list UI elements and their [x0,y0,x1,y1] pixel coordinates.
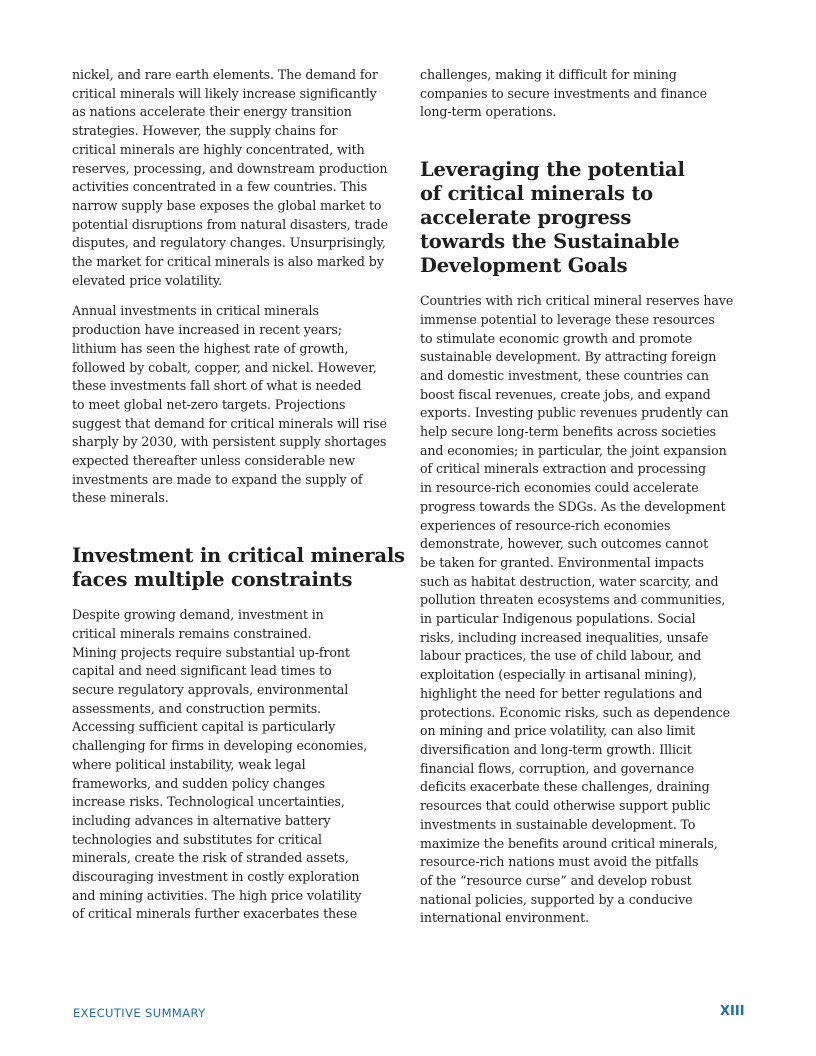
text-line: help secure long-term benefits across societies [420,424,717,440]
text-line: these investments fall short of what is needed [72,378,362,394]
text-line: long-term operations. [420,104,557,120]
text-line: progress towards the SDGs. As the development [420,498,726,514]
text-line: increase risks. Technological uncertainties, [72,794,345,810]
text-line: exploitation (especially in artisanal mining), [420,667,697,683]
text-line: on mining and price volatility, can also limit [420,723,695,739]
text-line: critical minerals are highly concentrated, with [72,141,365,157]
text-line: suggest that demand for critical minerals will rise [72,415,387,431]
text-line: of critical minerals further exacerbates these [72,906,358,922]
heading-line: accelerate progress [420,206,632,230]
page-number: XIII [720,1004,745,1019]
text-line: boost fiscal revenues, create jobs, and expand [420,386,711,402]
heading-line: Investment in critical minerals [72,544,405,568]
footer-section-label: EXECUTIVE SUMMARY [73,1006,206,1020]
text-line: challenges, making it difficult for mining [420,67,677,82]
text-line: disputes, and regulatory changes. Unsurprisingly, [72,235,386,251]
heading-line: Leveraging the potential [420,158,685,182]
text-line: secure regulatory approvals, environmental [72,681,349,697]
text-line: in resource-rich economies could accelerate [420,480,699,496]
text-line: and mining activities. The high price volatility [72,887,362,903]
text-line: be taken for granted. Environmental impacts [420,554,704,570]
body-paragraph [420,292,750,928]
text-line: sharply by 2030, with persistent supply shortages [72,434,387,450]
text-line: companies to secure investments and finance [420,85,707,101]
text-line: Annual investments in critical minerals [72,303,319,319]
text-line: Countries with rich critical mineral reserves have [420,293,734,309]
text-line: lithium has seen the highest rate of growth, [72,340,349,356]
section-heading [420,158,750,278]
text-line: resource-rich nations must avoid the pitfalls [420,854,699,870]
text-line: elevated price volatility. [72,272,223,288]
text-line: to stimulate economic growth and promote [420,330,693,346]
text-line: pollution threaten ecosystems and communities, [420,592,726,608]
text-line: of critical minerals extraction and processing [420,461,706,477]
text-line: minerals, create the risk of stranded assets, [72,850,349,866]
text-line: as nations accelerate their energy transition [72,104,352,120]
text-line: Accessing sufficient capital is particularly [72,719,336,735]
text-line: these minerals. [72,490,169,506]
text-line: labour practices, the use of child labour, and [420,648,702,664]
text-line: maximize the benefits around critical minerals, [420,835,718,851]
text-line: followed by cobalt, copper, and nickel. However, [72,359,377,375]
heading-line: faces multiple constraints [72,568,353,592]
text-line: in particular Indigenous populations. Social [420,611,696,627]
text-line: demonstrate, however, such outcomes cannot [420,536,709,552]
text-line: capital and need significant lead times to [72,663,332,679]
heading-line: Development Goals [420,254,628,278]
text-line: to meet global net-zero targets. Projections [72,396,346,412]
text-line: strategies. However, the supply chains for [72,123,338,139]
heading-line: towards the Sustainable [420,230,680,254]
text-line: including advances in alternative battery [72,812,331,828]
text-line: and economies; in particular, the joint expansion [420,442,727,458]
text-line: international environment. [420,910,590,926]
text-line: investments are made to expand the supply of [72,471,363,487]
heading-line: of critical minerals to [420,182,653,206]
right-column [420,66,750,938]
text-line: potential disruptions from natural disasters, trade [72,216,388,232]
text-line: frameworks, and sudden policy changes [72,775,325,791]
text-line: deficits exacerbate these challenges, draining [420,779,710,795]
text-line: narrow supply base exposes the global market to [72,197,382,213]
text-line: expected thereafter unless considerable new [72,453,356,469]
text-line: financial flows, corruption, and governance [420,760,695,776]
body-paragraph [72,302,402,508]
text-line: critical minerals will likely increase significantly [72,85,377,101]
body-paragraph [72,66,402,290]
text-line: of the “resource curse” and develop robust [420,872,692,888]
text-line: and domestic investment, these countries can [420,367,709,383]
text-line: protections. Economic risks, such as dependence [420,704,730,720]
text-line: highlight the need for better regulations and [420,685,703,701]
text-line: diversification and long-term growth. Illicit [420,741,692,757]
text-line: resources that could otherwise support public [420,798,711,814]
text-line: investments in sustainable development. To [420,816,696,832]
text-line: critical minerals remains constrained. [72,625,312,641]
text-line: where political instability, weak legal [72,756,306,772]
text-line: experiences of resource-rich economies [420,517,671,533]
text-line: production have increased in recent years; [72,322,342,338]
text-line: challenging for firms in developing economies, [72,738,368,754]
left-column [72,66,405,934]
text-line: Mining projects require substantial up-front [72,644,350,660]
text-line: sustainable development. By attracting foreign [420,349,717,365]
text-line: discouraging investment in costly exploration [72,869,360,885]
body-paragraph [72,606,402,924]
text-line: national policies, supported by a conducive [420,891,693,907]
section-heading [72,544,405,592]
text-line: assessments, and construction permits. [72,700,322,716]
text-line: Despite growing demand, investment in [72,607,324,623]
body-paragraph [420,66,750,122]
text-line: activities concentrated in a few countries. This [72,179,367,195]
text-line: immense potential to leverage these resources [420,311,715,327]
text-line: reserves, processing, and downstream production [72,160,388,176]
text-line: risks, including increased inequalities, unsafe [420,629,709,645]
text-line: exports. Investing public revenues prudently can [420,405,729,421]
text-line: the market for critical minerals is also marked by [72,254,384,270]
text-line: nickel, and rare earth elements. The demand for [72,67,378,82]
text-line: such as habitat destruction, water scarcity, and [420,573,719,589]
text-line: technologies and substitutes for critical [72,831,322,847]
